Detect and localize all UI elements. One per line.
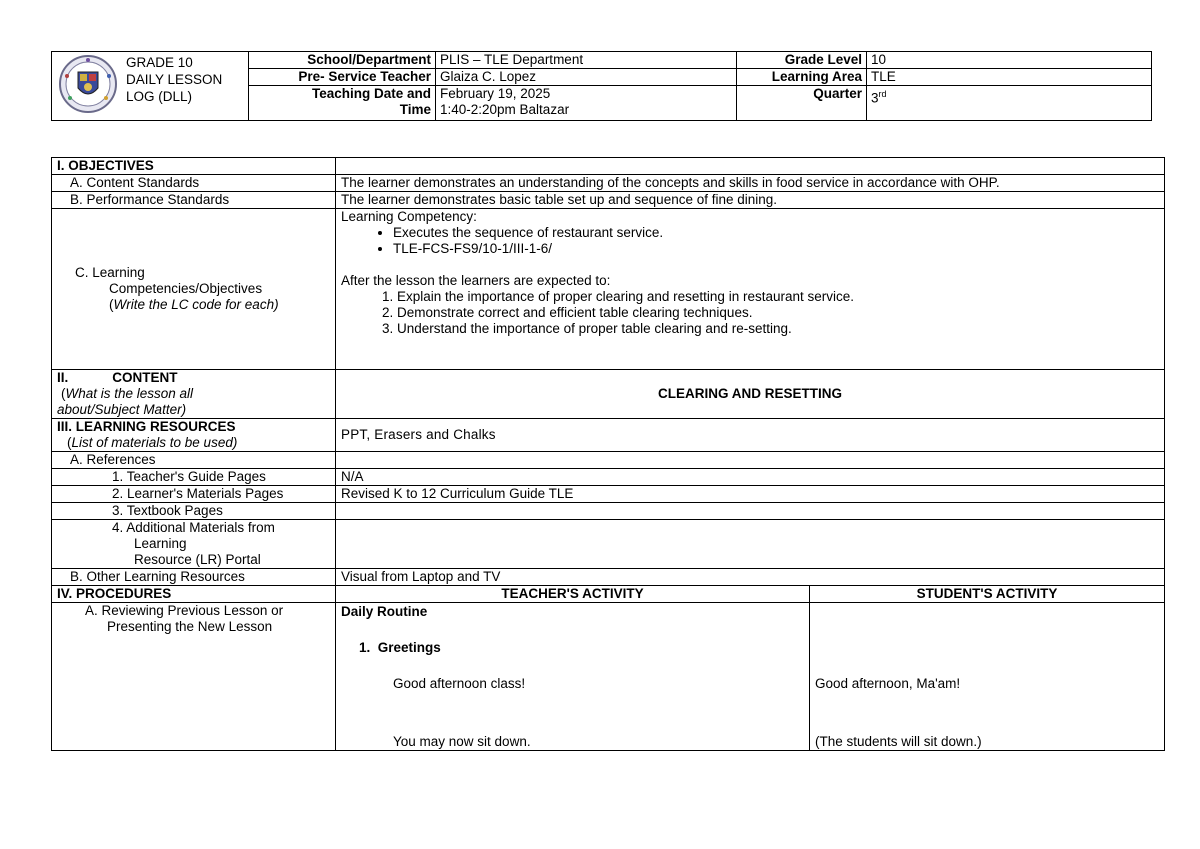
learners-materials-row — [52, 486, 1165, 503]
procedure-a-line-1: A. Reviewing Previous Lesson or — [85, 603, 284, 618]
lc-objective: 1. Explain the importance of proper clearing and resetting in restaurant service. — [397, 289, 1159, 305]
teacher-activity-header: TEACHER'S ACTIVITY — [336, 586, 810, 603]
procedure-a-line-2: Presenting the New Lesson — [107, 619, 273, 634]
student-greeting: Good afternoon, Ma'am! — [815, 676, 961, 691]
performance-standards-value: The learner demonstrates basic table set up and sequence of fine dining. — [336, 192, 1165, 209]
resources-label — [52, 419, 336, 452]
title-line-2: DAILY LESSON — [126, 72, 223, 87]
additional-line-3: Resource (LR) Portal — [134, 552, 261, 567]
deped-seal-icon — [58, 54, 118, 114]
other-resources-value: Visual from Laptop and TV — [336, 569, 1165, 586]
resources-sub: List of materials to be used) — [71, 435, 238, 450]
lc-label-paren: ( — [109, 297, 114, 312]
lc-bullet-list — [341, 225, 1159, 257]
content-standards-value: The learner demonstrates an understanding of the concepts and skills in food service in accordance with OHP. — [336, 175, 1165, 192]
resources-value: PPT, Erasers and Chalks — [336, 419, 1165, 452]
teacher-value: Glaiza C. Lopez — [436, 69, 737, 86]
title-line-3: LOG (DLL) — [126, 89, 193, 104]
learners-materials-value: Revised K to 12 Curriculum Guide TLE — [336, 486, 1165, 503]
header-table — [51, 51, 1152, 121]
quarter-label: Quarter — [737, 86, 867, 121]
time-value: 1:40-2:20pm Baltazar — [440, 102, 570, 117]
teacher-greeting: Good afternoon class! — [393, 676, 526, 691]
learners-materials-label: 2. Learner's Materials Pages — [52, 486, 336, 503]
greetings-line — [341, 640, 804, 656]
lc-bullet: • Executes the sequence of restaurant service. — [393, 225, 1159, 241]
content-standards-row — [52, 175, 1165, 192]
teachers-guide-label: 1. Teacher's Guide Pages — [52, 469, 336, 486]
learning-competencies-label — [52, 209, 336, 370]
performance-standards-label: B. Performance Standards — [52, 192, 336, 209]
additional-materials-label — [52, 520, 336, 569]
performance-standards-row — [52, 192, 1165, 209]
student-response: (The students will sit down.) — [815, 734, 982, 749]
additional-line-1: 4. Additional Materials from — [112, 520, 275, 535]
teaching-date-label-line-1: Teaching Date and — [311, 86, 431, 101]
lc-intro: After the lesson the learners are expected to: — [341, 273, 611, 288]
greetings-heading: Greetings — [377, 640, 441, 655]
content-sub-paren: ( — [61, 386, 66, 401]
references-label: A. References — [52, 452, 336, 469]
learning-competencies-row — [52, 209, 1165, 370]
additional-materials-value — [336, 520, 1165, 569]
quarter-value — [867, 86, 1152, 121]
teachers-guide-value: N/A — [336, 469, 1165, 486]
lc-label-line-2: Competencies/Objectives — [109, 281, 263, 296]
lc-label-italic: Write the LC code for each) — [113, 297, 279, 312]
additional-line-2: Learning — [134, 536, 187, 551]
teachers-guide-row — [52, 469, 1165, 486]
content-value: CLEARING AND RESETTING — [336, 370, 1165, 419]
references-row — [52, 452, 1165, 469]
teaching-date-label-line-2: Time — [399, 102, 431, 117]
school-value: PLIS – TLE Department — [436, 52, 737, 69]
content-standards-label: A. Content Standards — [52, 175, 336, 192]
teaching-date-value — [436, 86, 737, 121]
textbook-label: 3. Textbook Pages — [52, 503, 336, 520]
content-sub-1: What is the lesson all — [65, 386, 194, 401]
learning-area-value: TLE — [867, 69, 1152, 86]
lc-objective: 2. Demonstrate correct and efficient table clearing techniques. — [397, 305, 1159, 321]
date-value: February 19, 2025 — [440, 86, 551, 101]
content-sub-line-2: about/Subject Matter) — [57, 402, 187, 417]
student-activity-header: STUDENT'S ACTIVITY — [810, 586, 1165, 603]
other-resources-row — [52, 569, 1165, 586]
content-heading-line — [57, 370, 330, 386]
content-sub-line-1 — [57, 386, 330, 402]
teacher-instruction: You may now sit down. — [393, 734, 531, 749]
quarter-number: 3 — [871, 90, 879, 106]
lc-objective: 3. Understand the importance of proper table clearing and re-setting. — [397, 321, 1159, 337]
grade-level-label: Grade Level — [737, 52, 867, 69]
grade-level-value: 10 — [867, 52, 1152, 69]
procedure-a-label — [52, 603, 336, 751]
resources-sub-line — [57, 435, 330, 451]
lc-label-line-3 — [57, 297, 330, 313]
title-line-1: GRADE 10 — [126, 55, 193, 70]
daily-routine: Daily Routine — [341, 604, 428, 619]
school-label: School/Department — [249, 52, 436, 69]
greetings-num: 1. — [359, 640, 371, 655]
content-heading: CONTENT — [112, 370, 178, 385]
teaching-date-label — [249, 86, 436, 121]
textbook-row — [52, 503, 1165, 520]
resources-row — [52, 419, 1165, 452]
objectives-heading: I. OBJECTIVES — [52, 158, 336, 175]
references-empty — [336, 452, 1165, 469]
lc-objective-list — [341, 289, 1159, 337]
objectives-empty — [336, 158, 1165, 175]
learning-competencies-value — [336, 209, 1165, 370]
learning-area-label: Learning Area — [737, 69, 867, 86]
other-resources-label: B. Other Learning Resources — [52, 569, 336, 586]
content-row — [52, 370, 1165, 419]
resources-heading: III. LEARNING RESOURCES — [57, 419, 236, 434]
teacher-label: Pre- Service Teacher — [249, 69, 436, 86]
textbook-value — [336, 503, 1165, 520]
objectives-row — [52, 158, 1165, 175]
lc-bullet: • TLE-FCS-FS9/10-1/III-1-6/ — [393, 241, 1159, 257]
lesson-table — [51, 157, 1165, 751]
resources-sub-paren: ( — [67, 435, 72, 450]
procedures-header-row — [52, 586, 1165, 603]
additional-materials-row — [52, 520, 1165, 569]
procedures-heading: IV. PROCEDURES — [52, 586, 336, 603]
quarter-suffix: rd — [878, 89, 887, 99]
content-label — [52, 370, 336, 419]
lc-label-line-1: C. Learning — [75, 265, 145, 280]
student-activity-cell — [810, 603, 1165, 751]
lc-heading: Learning Competency: — [341, 209, 477, 224]
teacher-activity-cell — [336, 603, 810, 751]
content-heading-num: II. — [57, 370, 69, 385]
procedure-a-row — [52, 603, 1165, 751]
title-cell — [52, 52, 249, 121]
